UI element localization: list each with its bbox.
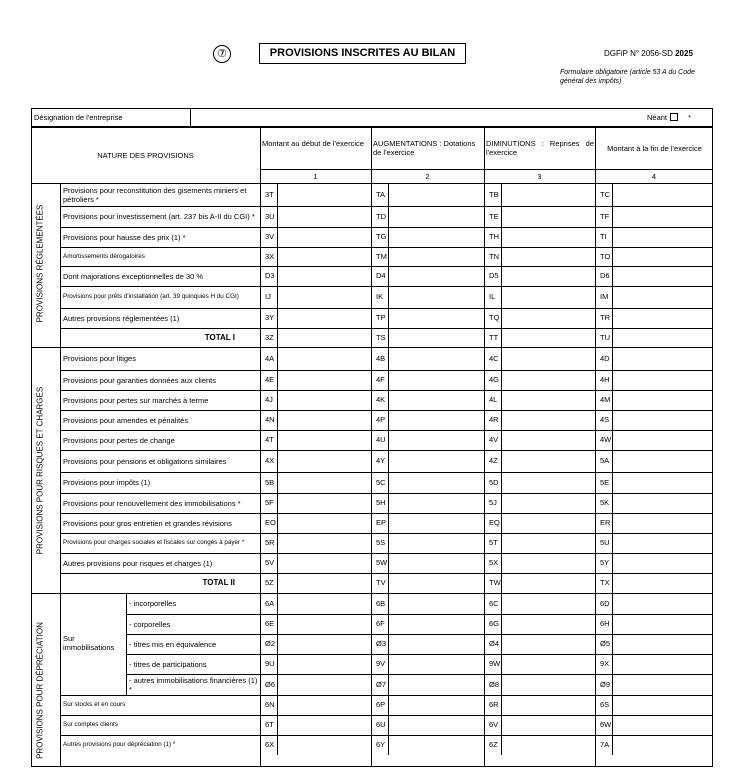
col-nature-header: NATURE DES PROVISIONS [97, 151, 194, 160]
amount-input[interactable] [280, 451, 367, 471]
form-year: 2025 [675, 49, 693, 58]
row-code: 6G [489, 619, 500, 628]
col-1-header: Montant au début de l'exercice [262, 139, 364, 148]
amount-input[interactable] [615, 655, 709, 673]
amount-input[interactable] [504, 736, 591, 754]
amount-input[interactable] [280, 248, 367, 265]
row-label: Provisions pour charges sociales et fiscales sur congés à payer * [63, 539, 245, 547]
col-2-header: AUGMENTATIONS : Dotations de l'exercice [373, 139, 476, 157]
row-code: 5A [600, 456, 610, 465]
amount-input[interactable] [280, 329, 367, 346]
amount-input[interactable] [280, 431, 367, 449]
amount-input[interactable] [504, 635, 591, 653]
amount-input[interactable] [391, 716, 478, 734]
neant-checkbox[interactable] [647, 113, 691, 122]
row-label: Autres provisions pour risques et charges (1) [63, 558, 213, 568]
row-code: 6Z [489, 740, 498, 749]
amount-input[interactable] [391, 248, 478, 265]
amount-input[interactable] [615, 309, 709, 327]
row-code: 6C [489, 599, 499, 608]
row-label: Provisions pour pertes sur marchés à terme [63, 395, 209, 405]
row-label: Provisions pour reconstitution des gisements miniers et pétroliers * [63, 185, 247, 204]
row-label: Provisions pour impôts (1) [63, 478, 151, 487]
form-id-prefix: DGFiP N° 2056-SD [604, 49, 673, 58]
row-code: TH [489, 232, 499, 241]
row-code: 5Y [600, 558, 610, 567]
amount-input[interactable] [391, 391, 478, 409]
section-risques-label: PROVISIONS POUR RISQUES ET CHARGES [35, 386, 45, 555]
row-code: 6V [489, 720, 499, 729]
amount-input[interactable] [615, 248, 709, 265]
amount-input[interactable] [280, 473, 367, 492]
row-code: 6B [376, 599, 386, 608]
row-label: Provisions pour renouvellement des immobilisations * [63, 498, 241, 508]
row-code: 6A [265, 599, 275, 608]
amount-input[interactable] [615, 451, 709, 471]
row-label: Sur stocks et en cours [63, 701, 126, 709]
row-code: TW [489, 578, 501, 587]
form-id [604, 49, 693, 58]
amount-input[interactable] [280, 736, 367, 754]
amount-input[interactable] [615, 348, 709, 369]
row-code: Ø9 [600, 680, 611, 689]
amount-input[interactable] [615, 228, 709, 246]
row-label: - titres mis en équivalence [129, 639, 217, 649]
row-code: 5J [489, 498, 497, 507]
row-label: - incorporelles [129, 599, 177, 608]
amount-input[interactable] [391, 348, 478, 369]
row-code: IL [489, 292, 496, 301]
row-label: Provisions pour pertes de change [63, 435, 175, 445]
row-code: TG [376, 232, 387, 241]
row-code: 6F [376, 619, 385, 628]
row-code: TB [489, 190, 499, 199]
amount-input[interactable] [280, 675, 367, 694]
amount-input[interactable] [615, 473, 709, 492]
row-code: D3 [265, 271, 275, 280]
row-label: Dont majorations exceptionnelles de 30 % [63, 271, 204, 281]
amount-input[interactable] [391, 411, 478, 429]
amount-input[interactable] [504, 696, 591, 714]
amount-input[interactable] [504, 348, 591, 369]
row-label: Sur comptes clients [63, 721, 118, 729]
amount-input[interactable] [504, 248, 591, 265]
amount-input[interactable] [504, 655, 591, 673]
row-code: 6S [600, 700, 610, 709]
amount-input[interactable] [280, 207, 367, 226]
row-code: 5C [376, 478, 386, 487]
amount-input[interactable] [615, 514, 709, 532]
amount-input[interactable] [504, 594, 591, 613]
row-code: 5T [489, 538, 498, 547]
amount-input[interactable] [504, 267, 591, 285]
page-title: PROVISIONS INSCRITES AU BILAN [259, 43, 466, 64]
amount-input[interactable] [280, 371, 367, 389]
amount-input[interactable] [504, 494, 591, 512]
row-code: 6Y [376, 740, 386, 749]
amount-input[interactable] [504, 716, 591, 734]
amount-input[interactable] [391, 594, 478, 613]
amount-input[interactable] [615, 207, 709, 226]
amount-input[interactable] [391, 309, 478, 327]
sur-immobilisations-label: Sur immobilisations [63, 634, 115, 652]
amount-input[interactable] [615, 329, 709, 346]
row-code: 6D [600, 599, 610, 608]
row-code: 3T [265, 190, 274, 199]
amount-input[interactable] [391, 473, 478, 492]
col-3-header: DIMINUTIONS : Reprises de l'exercice [486, 139, 594, 157]
amount-input[interactable] [280, 534, 367, 552]
row-code: 9V [376, 659, 386, 668]
row-code: TS [376, 333, 386, 342]
amount-input[interactable] [504, 391, 591, 409]
amount-input[interactable] [280, 635, 367, 653]
row-code: TE [489, 212, 499, 221]
amount-input[interactable] [280, 574, 367, 592]
row-code: TM [376, 252, 387, 261]
amount-input[interactable] [280, 309, 367, 327]
row-code: TX [600, 578, 610, 587]
row-code: 6X [265, 740, 275, 749]
amount-input[interactable] [615, 391, 709, 409]
row-code: 5X [489, 558, 499, 567]
row-code: 6P [376, 700, 386, 709]
amount-input[interactable] [504, 554, 591, 572]
row-code: 5U [600, 538, 610, 547]
row-code: 5Z [265, 578, 274, 587]
row-label: Amortissements dérogatoires [63, 252, 145, 260]
row-code: 7A [600, 740, 610, 749]
row-code: 4A [265, 354, 275, 363]
row-label: - autres immobilisations financières (1) * [129, 675, 258, 694]
amount-input[interactable] [391, 431, 478, 449]
row-code: TO [600, 252, 611, 261]
row-code: 3Y [265, 313, 275, 322]
row-label: Provisions pour litiges [63, 354, 136, 363]
row-code: 6H [600, 619, 610, 628]
row-code: 5F [265, 498, 274, 507]
amount-input[interactable] [615, 635, 709, 653]
row-code: 4W [600, 435, 612, 444]
row-code: TT [489, 333, 499, 342]
neant-box-icon[interactable] [670, 113, 678, 121]
row-label: Provisions pour gros entretien et grandes révisions [63, 518, 232, 528]
amount-input[interactable] [391, 184, 478, 205]
row-label: Autres provisions réglementées (1) [63, 313, 180, 323]
amount-input[interactable] [391, 574, 478, 592]
amount-input[interactable] [615, 411, 709, 429]
row-code: 4N [265, 415, 275, 424]
row-code: 4M [600, 395, 611, 404]
amount-input[interactable] [615, 716, 709, 734]
row-code: 3X [265, 252, 275, 261]
company-name-field[interactable] [192, 109, 632, 126]
row-code: D5 [489, 271, 499, 280]
row-code: TR [600, 313, 610, 322]
amount-input[interactable] [504, 574, 591, 592]
neant-star: * [688, 113, 692, 122]
row-code: Ø2 [265, 639, 276, 648]
row-code: TA [376, 190, 386, 199]
amount-input[interactable] [280, 615, 367, 633]
row-code: 4R [489, 415, 499, 424]
amount-input[interactable] [391, 287, 478, 307]
amount-input[interactable] [615, 494, 709, 512]
row-code: TV [376, 578, 386, 587]
row-label: Provisions pour garanties données aux clients [63, 375, 217, 385]
amount-input[interactable] [504, 309, 591, 327]
amount-input[interactable] [280, 287, 367, 307]
row-label: - titres de participations [129, 659, 207, 669]
amount-input[interactable] [391, 635, 478, 653]
row-code: 6W [600, 720, 612, 729]
row-code: 3V [265, 232, 275, 241]
row-code: 5W [376, 558, 388, 567]
amount-input[interactable] [504, 675, 591, 694]
row-code: 3U [265, 212, 275, 221]
row-code: TP [376, 313, 386, 322]
row-code: 5K [600, 498, 610, 507]
amount-input[interactable] [280, 391, 367, 409]
col-3-number: 3 [537, 172, 542, 181]
row-code: 4L [489, 395, 498, 404]
col-4-number: 4 [651, 172, 657, 181]
row-code: 4F [376, 375, 385, 384]
col-2-number: 2 [425, 172, 430, 181]
row-label: Provisions pour prêts d'installation (art. 39 quinquies H du CGI) [63, 293, 239, 301]
section-reglementees-label: PROVISIONS RÉGLEMENTÉES [35, 204, 45, 323]
row-code: 3Z [265, 333, 274, 342]
row-code: 4P [376, 415, 386, 424]
row-code: 6N [265, 700, 275, 709]
row-code: TC [600, 190, 610, 199]
amount-input[interactable] [280, 554, 367, 572]
row-code: ER [600, 518, 611, 527]
amount-input[interactable] [280, 184, 367, 205]
row-code: 6R [489, 700, 499, 709]
amount-input[interactable] [391, 267, 478, 285]
amount-input[interactable] [280, 696, 367, 714]
row-label: Provisions pour investissement (art. 237 bis A-II du CGI) * [63, 212, 255, 221]
amount-input[interactable] [615, 615, 709, 633]
amount-input[interactable] [391, 736, 478, 754]
row-code: 4G [489, 375, 500, 384]
amount-input[interactable] [504, 514, 591, 532]
amount-input[interactable] [504, 371, 591, 389]
row-code: 5D [489, 478, 499, 487]
row-code: 5V [265, 558, 275, 567]
row-code: IK [376, 292, 384, 301]
amount-input[interactable] [280, 267, 367, 285]
amount-input[interactable] [280, 411, 367, 429]
row-code: 5E [600, 478, 610, 487]
row-code: EO [265, 518, 276, 527]
row-code: 4B [376, 354, 386, 363]
amount-input[interactable] [391, 494, 478, 512]
amount-input[interactable] [280, 348, 367, 369]
amount-input[interactable] [504, 431, 591, 449]
amount-input[interactable] [504, 473, 591, 492]
row-code: 4H [600, 375, 610, 384]
row-code: IJ [265, 292, 271, 301]
row-code: Ø3 [376, 639, 387, 648]
row-code: EP [376, 518, 387, 527]
amount-input[interactable] [615, 184, 709, 205]
amount-input[interactable] [280, 655, 367, 673]
amount-input[interactable] [391, 207, 478, 226]
row-code: 9X [600, 659, 610, 668]
row-code: TU [600, 333, 610, 342]
row-code: 6E [265, 619, 275, 628]
row-code: 9W [489, 659, 501, 668]
row-code: 6T [265, 720, 274, 729]
amount-input[interactable] [391, 675, 478, 694]
amount-input[interactable] [504, 207, 591, 226]
row-code: TI [600, 232, 607, 241]
amount-input[interactable] [391, 371, 478, 389]
amount-input[interactable] [615, 554, 709, 572]
row-code: Ø6 [265, 680, 276, 689]
row-code: 4J [265, 395, 273, 404]
row-label: Autres provisions pour dépréciation (1) * [63, 741, 176, 749]
amount-input[interactable] [391, 554, 478, 572]
amount-input[interactable] [504, 615, 591, 633]
company-label: Désignation de l'entreprise [34, 113, 123, 122]
amount-input[interactable] [391, 329, 478, 346]
amount-input[interactable] [615, 675, 709, 694]
amount-input[interactable] [280, 514, 367, 532]
row-code: 5S [376, 538, 386, 547]
row-code: D4 [376, 271, 386, 280]
amount-input[interactable] [504, 451, 591, 471]
amount-input[interactable] [280, 716, 367, 734]
row-code: D6 [600, 271, 610, 280]
amount-input[interactable] [504, 411, 591, 429]
col-4-header: Montant à la fin de l'exercice [607, 144, 702, 153]
form-number-badge: ⑦ [213, 45, 231, 63]
row-label: TOTAL II [202, 578, 235, 587]
amount-input[interactable] [615, 371, 709, 389]
section-depreciation-label: PROVISIONS POUR DÉPRÉCIATION [35, 622, 45, 759]
row-code: 4C [489, 354, 499, 363]
amount-input[interactable] [504, 287, 591, 307]
row-label: TOTAL I [204, 333, 235, 342]
form-note: Formulaire obligatoire (article 53 A du Code général des impôts) [560, 69, 695, 85]
amount-input[interactable] [280, 494, 367, 512]
row-label: Provisions pour pensions et obligations similaires [63, 456, 227, 466]
row-code: 4U [376, 435, 386, 444]
amount-input[interactable] [504, 184, 591, 205]
amount-input[interactable] [504, 329, 591, 346]
row-code: TF [600, 212, 610, 221]
amount-input[interactable] [615, 696, 709, 714]
row-code: 5B [265, 478, 275, 487]
row-code: 4D [600, 354, 610, 363]
row-code: TN [489, 252, 499, 261]
amount-input[interactable] [615, 431, 709, 449]
row-code: Ø8 [489, 680, 500, 689]
amount-input[interactable] [615, 594, 709, 613]
row-code: 4T [265, 435, 274, 444]
amount-input[interactable] [391, 514, 478, 532]
amount-input[interactable] [615, 534, 709, 552]
row-label: - corporelles [129, 619, 171, 629]
row-code: Ø7 [376, 680, 387, 689]
row-code: 4Z [489, 456, 498, 465]
row-label: Provisions pour amendes et pénalités [63, 415, 189, 425]
amount-input[interactable] [391, 228, 478, 246]
row-code: 4E [265, 375, 275, 384]
amount-input[interactable] [615, 574, 709, 592]
row-code: 4S [600, 415, 610, 424]
row-code: 4K [376, 395, 386, 404]
amount-input[interactable] [615, 267, 709, 285]
row-code: EQ [489, 518, 500, 527]
amount-input[interactable] [280, 594, 367, 613]
row-code: TD [376, 212, 386, 221]
row-code: 4V [489, 435, 499, 444]
amount-input[interactable] [391, 534, 478, 552]
col-1-number: 1 [313, 172, 318, 181]
amount-input[interactable] [615, 736, 709, 754]
row-code: Ø4 [489, 639, 500, 648]
row-label: Provisions pour hausse des prix (1) * [63, 232, 186, 242]
row-code: 5R [265, 538, 275, 547]
row-code: 6U [376, 720, 386, 729]
amount-input[interactable] [615, 287, 709, 307]
row-code: IM [600, 292, 609, 301]
row-code: 9U [265, 659, 275, 668]
row-code: TQ [489, 313, 500, 322]
amount-input[interactable] [391, 696, 478, 714]
row-code: Ø5 [600, 639, 611, 648]
neant-label: Néant [647, 113, 668, 122]
amount-input[interactable] [504, 228, 591, 246]
amount-input[interactable] [391, 451, 478, 471]
amount-input[interactable] [391, 655, 478, 673]
amount-input[interactable] [280, 228, 367, 246]
amount-input[interactable] [391, 615, 478, 633]
row-code: 4X [265, 456, 275, 465]
row-code: 5H [376, 498, 386, 507]
amount-input[interactable] [504, 534, 591, 552]
row-code: 4Y [376, 456, 386, 465]
